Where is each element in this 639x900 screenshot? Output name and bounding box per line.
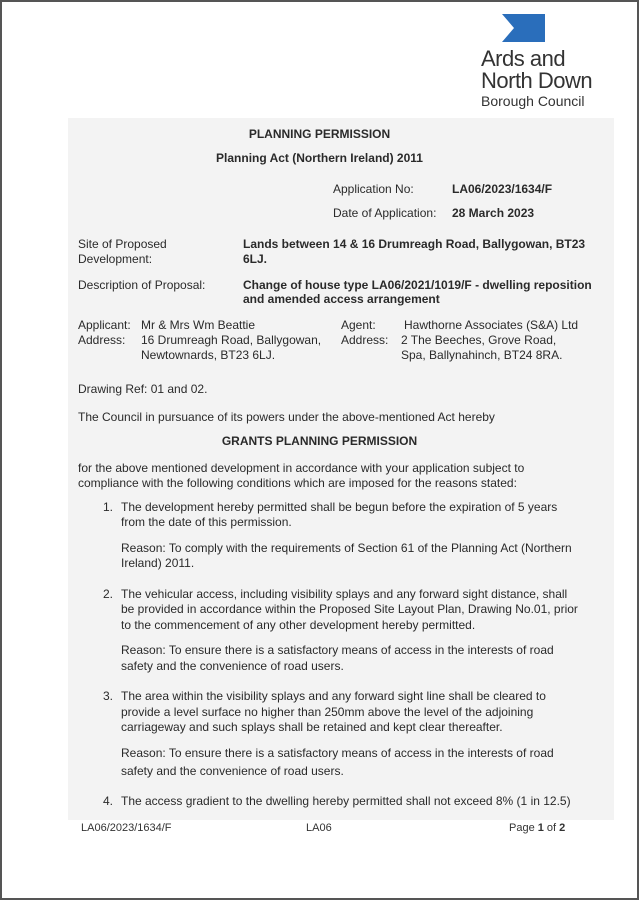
condition-text: The area within the visibility splays and any forward sight line shall be cleared to bbox=[121, 689, 546, 703]
site-value-2: 6LJ. bbox=[243, 252, 268, 266]
condition-reason: safety and the convenience of road users. bbox=[121, 764, 344, 778]
condition-reason: Ireland) 2011. bbox=[121, 556, 195, 570]
condition-text: carriageway and such splays shall be retained and kept clear thereafter. bbox=[121, 720, 503, 734]
condition-text: The access gradient to the dwelling hereby permitted shall not exceed 8% (1 in 12.5) bbox=[121, 794, 571, 808]
application-no-value: LA06/2023/1634/F bbox=[452, 182, 553, 196]
site-value: Lands between 14 & 16 Drumreagh Road, Ballygowan, BT23 bbox=[243, 237, 586, 251]
description-label: Description of Proposal: bbox=[78, 278, 206, 292]
condition-reason: Reason: To ensure there is a satisfactory means of access in the interests of road bbox=[121, 643, 554, 657]
description-value: Change of house type LA06/2021/1019/F - dwelling reposition bbox=[243, 278, 592, 292]
agent-address-label: Address: bbox=[341, 333, 389, 347]
condition-text: to the commencement of any other development hereby permitted. bbox=[121, 618, 476, 632]
intro-line: compliance with the following conditions which are imposed for the reasons stated: bbox=[78, 476, 517, 490]
condition-text: The development hereby permitted shall be begun before the expiration of 5 years bbox=[121, 500, 558, 514]
applicant-address-2: Newtownards, BT23 6LJ. bbox=[141, 348, 276, 362]
condition-number: 4. bbox=[103, 794, 114, 808]
application-no-label: Application No: bbox=[333, 182, 414, 196]
condition-text: from the date of this permission. bbox=[121, 515, 292, 529]
drawing-ref: Drawing Ref: 01 and 02. bbox=[78, 382, 208, 396]
condition-number: 3. bbox=[103, 689, 114, 703]
site-label: Site of Proposed bbox=[78, 237, 167, 251]
condition-number: 1. bbox=[103, 500, 114, 514]
applicant-address: 16 Drumreagh Road, Ballygowan, bbox=[141, 333, 322, 347]
council-logo-icon bbox=[480, 14, 570, 44]
agent-address-2: Spa, Ballynahinch, BT24 8RA. bbox=[401, 348, 563, 362]
council-statement: The Council in pursuance of its powers under the above-mentioned Act hereby bbox=[78, 410, 495, 424]
applicant-address-label: Address: bbox=[78, 333, 126, 347]
condition-reason: Reason: To comply with the requirements of Section 61 of the Planning Act (Northern bbox=[121, 541, 572, 555]
application-date-value: 28 March 2023 bbox=[452, 206, 535, 220]
site-label-2: Development: bbox=[78, 252, 153, 266]
footer-page-number: Page 1 of 2 bbox=[509, 822, 566, 834]
condition-text: The vehicular access, including visibility splays and any forward sight distance, shall bbox=[121, 587, 568, 601]
intro-line: for the above mentioned development in accordance with your application subject to bbox=[78, 461, 525, 475]
agent-label: Agent: bbox=[341, 318, 376, 332]
condition-text: provide a level surface no higher than 250mm above the level of the adjoining bbox=[121, 705, 534, 719]
grants-heading: GRANTS PLANNING PERMISSION bbox=[221, 434, 418, 448]
agent-name: Hawthorne Associates (S&A) Ltd bbox=[404, 318, 579, 332]
condition-text: be provided in accordance within the Proposed Site Layout Plan, Drawing No.01, prior bbox=[121, 602, 578, 616]
council-logo: Ards and North Down Borough Council bbox=[481, 46, 593, 109]
application-date-label: Date of Application: bbox=[333, 206, 437, 220]
condition-reason: safety and the convenience of road users. bbox=[121, 659, 344, 673]
applicant-label: Applicant: bbox=[78, 318, 131, 332]
condition-reason: Reason: To ensure there is a satisfactory means of access in the interests of road bbox=[121, 746, 554, 760]
agent-address: 2 The Beeches, Grove Road, bbox=[401, 333, 557, 347]
condition-number: 2. bbox=[103, 587, 114, 601]
description-value-2: and amended access arrangement bbox=[243, 292, 440, 306]
applicant-name: Mr & Mrs Wm Beattie bbox=[141, 318, 256, 332]
footer-reference: LA06/2023/1634/F bbox=[81, 822, 172, 834]
document-subtitle: Planning Act (Northern Ireland) 2011 bbox=[216, 151, 423, 165]
footer-office: LA06 bbox=[306, 822, 332, 834]
document-title: PLANNING PERMISSION bbox=[248, 127, 391, 141]
